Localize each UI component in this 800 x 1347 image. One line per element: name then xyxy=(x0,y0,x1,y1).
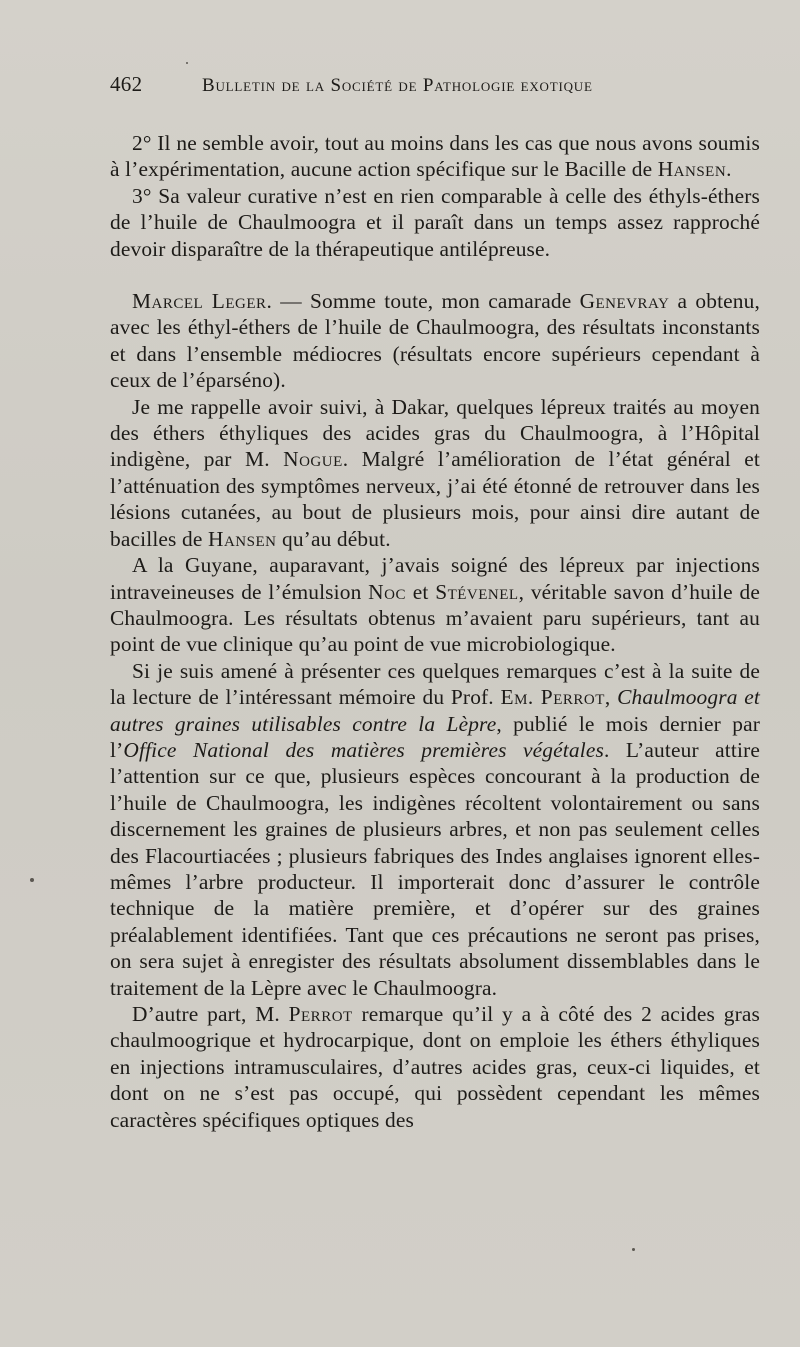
running-title: Bulletin de la Société de Pathologie exotique xyxy=(202,75,593,96)
paragraph: Je me rappelle avoir suivi, à Dakar, quelques lépreux traités au moyen des éthers éthyliques des acides gras du Chaulmoogra, à l’Hôpital indigène, par M. Nogue. Malgré l’amélioration de l’état général et l’atténuation des symptômes nerveux, j’ai été étonné de retrouver dans les lésions cutanées, au bout de plusieurs mois, pour ainsi dire autant de bacilles de Hansen qu’au début. xyxy=(110,394,760,551)
scan-speck xyxy=(186,62,188,64)
paragraph: A la Guyane, auparavant, j’avais soigné des lépreux par injections intraveineuses de l’émulsion Noc et Stévenel, véritable savon d’huile de Chaulmoogra. Les résultats obtenus m’avaient paru supérieurs, tant au point de vue clinique qu’au point de vue microbiologique. xyxy=(110,553,761,657)
body-text xyxy=(110,130,760,1133)
page-number: 462 xyxy=(110,72,143,96)
paragraph: D’autre part, M. Perrot remarque qu’il y a à côté des 2 acides gras chaulmoogrique et hydrocarpique, dont on emploie les éthers éthyliques en injections intramusculaires, d’autres acides gras, ceux-ci liquides, et dont on ne s’est pas occupé, qui possèdent cependant les mêmes caractères spécifiques optiques des xyxy=(110,1002,760,1132)
paragraph: Si je suis amené à présenter ces quelques remarques c’est à la suite de la lecture de l’intéressant mémoire du Prof. Em. Perrot, Chaulmoogra et autres graines utilisables contre la Lèpre, publié le mois dernier par l’Office National des matières premières végétales. L’auteur attire l’attention sur ce que, plusieurs espèces concourant à la production de l’huile de Chaulmoogra, les indigènes récoltent volontairement ou sans discernement les graines de plusieurs arbres, et non pas seulement celles des Flacourtiacées ; plusieurs fabriques des Indes anglaises ignorent elles-mêmes l’arbre producteur. Il importerait donc d’assurer le contrôle technique de la matière première, et d’opérer sur des graines préalablement identifiées. Tant que ces précautions ne seront pas prises, on sera sujet à enregister des résultats absolument dissemblables dans le traitement de la Lèpre avec le Chaulmoogra. xyxy=(110,658,761,1000)
running-header xyxy=(110,72,760,116)
paragraph: Marcel Leger. — Somme toute, mon camarade Genevray a obtenu, avec les éthyl-éthers de l’huile de Chaulmoogra, des résultats inconstants et dans l’ensemble médiocres (résultats encore supérieurs cependant à ceux de l’éparséno). xyxy=(110,289,760,393)
scan-speck xyxy=(632,1248,635,1251)
paragraph: 2° Il ne semble avoir, tout au moins dans les cas que nous avons soumis à l’expérimentation, aucune action spécifique sur le Bacille de Hansen. xyxy=(110,131,760,182)
paragraph: 3° Sa valeur curative n’est en rien comparable à celle des éthyls-éthers de l’huile de Chaulmoogra et il paraît dans un temps assez rapproché devoir disparaître de la thérapeutique antilépreuse. xyxy=(110,183,760,261)
scan-speck xyxy=(30,878,34,882)
